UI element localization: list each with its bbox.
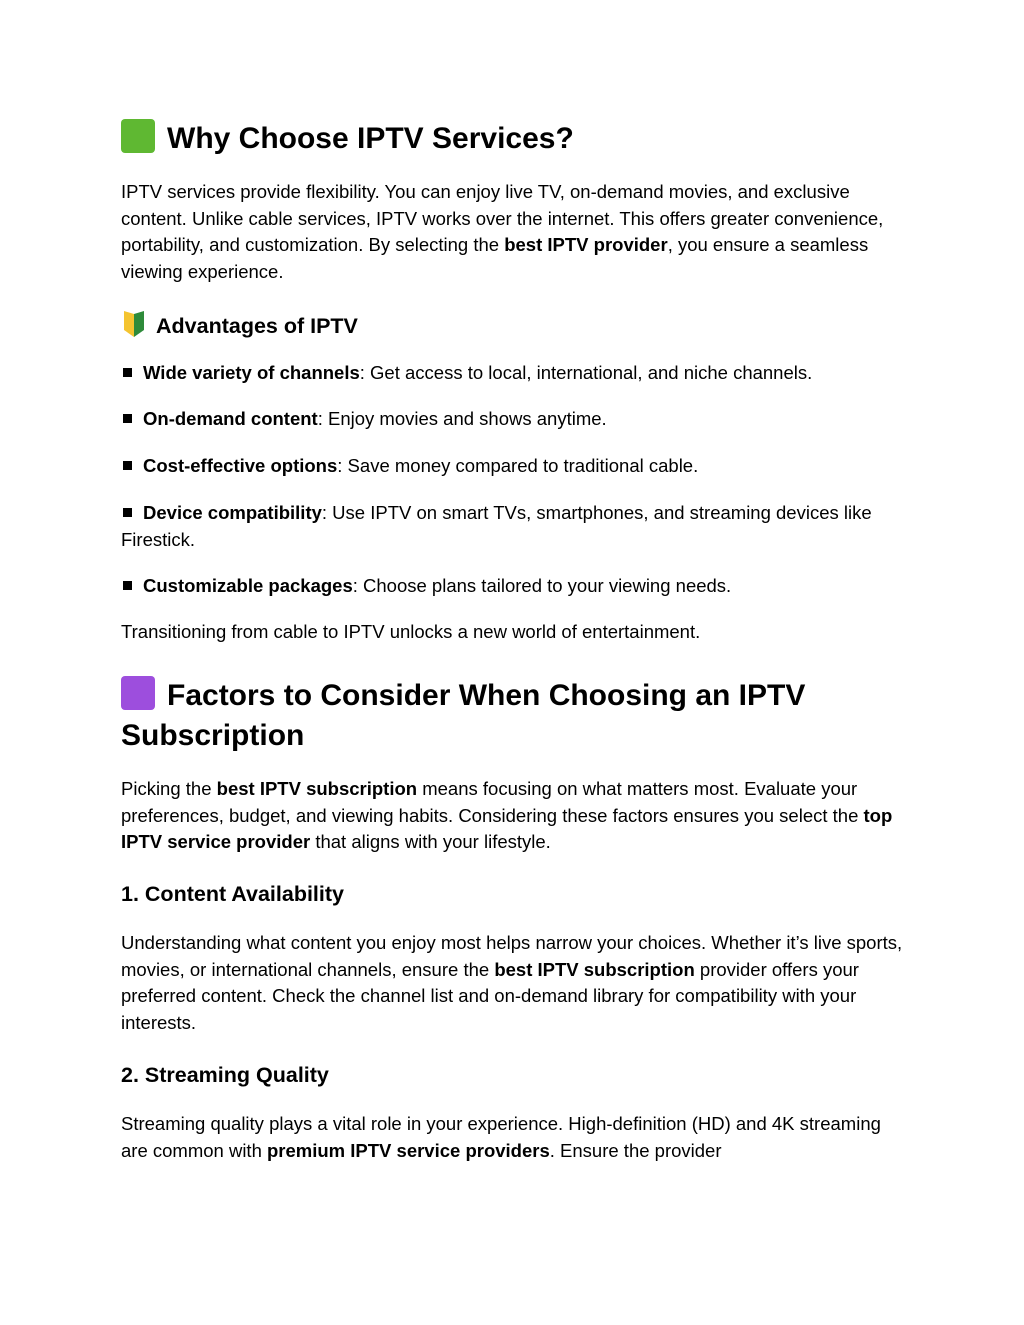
- list-item: [121, 573, 911, 600]
- bold-text: premium IPTV service providers: [267, 1139, 550, 1161]
- text-run: , you ensure a seamless viewing experience.: [121, 234, 869, 282]
- bold-text: Cost-effective options: [143, 455, 338, 476]
- text-run: . Ensure the provider: [549, 1139, 722, 1161]
- bold-text: best IPTV subscription: [494, 958, 695, 980]
- bold-text: top IPTV service provider: [121, 804, 893, 853]
- paragraph-factors: [121, 776, 911, 856]
- heading-text: Factors to Consider When Choosing an IPTV Subscription: [121, 679, 806, 752]
- list-item: [121, 406, 911, 433]
- paragraph-content-availability: [121, 930, 911, 1036]
- text-run: : Get access to local, international, and niche channels.: [359, 362, 813, 383]
- text-run: : Choose plans tailored to your viewing needs.: [352, 575, 732, 596]
- bold-text: Wide variety of channels: [143, 362, 360, 383]
- heading-text: Advantages of IPTV: [156, 314, 358, 338]
- text-run: : Enjoy movies and shows anytime.: [317, 408, 607, 429]
- text-run: IPTV services provide flexibility. You can enjoy live TV, on-demand movies, and exclusive content. Unlike cable services, IPTV works over the internet. This offers greater convenience, portability, and customization. By selecting the: [121, 181, 884, 256]
- purple-square-icon: [121, 676, 155, 710]
- list-item: [121, 360, 911, 387]
- bold-text: best IPTV provider: [504, 234, 668, 256]
- paragraph-why-choose: [121, 179, 911, 285]
- bold-text: On-demand content: [143, 408, 318, 429]
- heading-factors: [121, 676, 911, 756]
- heading-text: Why Choose IPTV Services?: [167, 122, 574, 155]
- heading-streaming-quality: 2. Streaming Quality: [121, 1063, 329, 1087]
- square-bullet-icon: [123, 461, 132, 470]
- heading-why-choose-iptv: [121, 119, 911, 159]
- square-bullet-icon: [123, 368, 132, 377]
- text-run: Picking the: [121, 778, 217, 799]
- paragraph-transition: Transitioning from cable to IPTV unlocks a new world of entertainment.: [121, 621, 701, 642]
- bold-text: Customizable packages: [143, 575, 353, 596]
- heading-advantages: [121, 310, 911, 345]
- bold-text: best IPTV subscription: [216, 778, 418, 799]
- text-run: that aligns with your lifestyle.: [310, 831, 551, 853]
- text-run: means focusing on what matters most. Evaluate your preferences, budget, and viewing habits. Considering these factors ensures you select the: [121, 778, 864, 826]
- square-bullet-icon: [123, 414, 132, 423]
- japanese-beginner-symbol-icon: [121, 310, 147, 345]
- text-run: : Use IPTV on smart TVs, smartphones, and streaming devices like Firestick.: [121, 502, 872, 550]
- text-run: Streaming quality plays a vital role in your experience. High-definition (HD) and 4K streaming are common with: [121, 1113, 881, 1161]
- list-item: [121, 453, 911, 480]
- green-square-icon: [121, 119, 155, 153]
- heading-content-availability: 1. Content Availability: [121, 882, 344, 906]
- text-run: provider offers your preferred content. Check the channel list and on-demand library for compatibility with your interests.: [121, 958, 859, 1033]
- text-run: : Save money compared to traditional cable.: [337, 455, 699, 476]
- square-bullet-icon: [123, 508, 132, 517]
- text-run: Understanding what content you enjoy most helps narrow your choices. Whether it’s live sports, movies, or international channels, ensure the: [121, 932, 903, 980]
- paragraph-streaming-quality: [121, 1111, 911, 1164]
- bold-text: Device compatibility: [143, 502, 322, 523]
- square-bullet-icon: [123, 581, 132, 590]
- list-item: [121, 500, 911, 553]
